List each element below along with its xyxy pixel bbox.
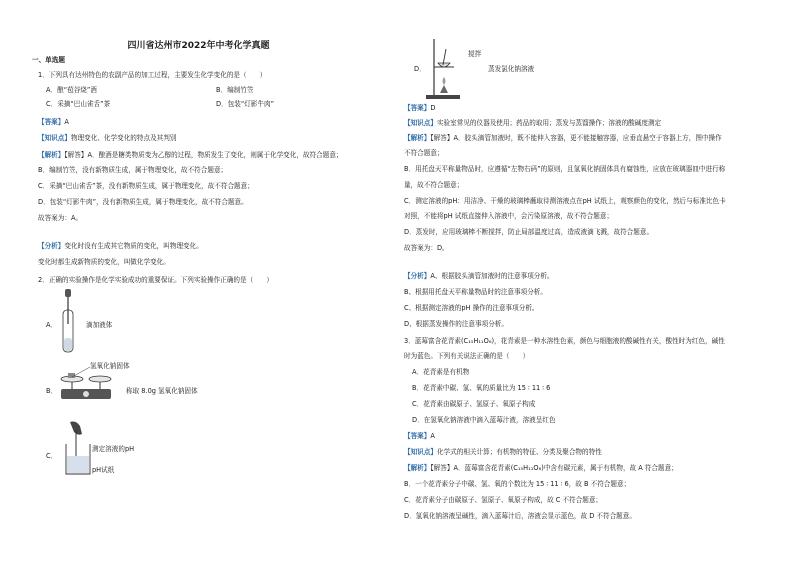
dropper-bulb [65, 289, 71, 297]
page-title: 四川省达州市2022年中考化学真题 [127, 41, 270, 51]
q2-analysis-4: D．蒸发时，应用玻璃棒不断搅拌，防止局部温度过高，造成液滴飞溅，故符合题意。 [404, 228, 654, 236]
q2-answer [404, 104, 435, 113]
q3-option-a: A．花青素是有机物 [412, 368, 470, 376]
answer-value: D [430, 104, 436, 112]
q2-option-b-label: B． [46, 387, 58, 395]
balance-scale-dial [83, 391, 89, 397]
answer-tag: 【答案】 [38, 118, 65, 126]
glass-rod [443, 49, 446, 65]
answer-tag: 【答案】 [404, 432, 431, 440]
q1-analysis-2: B．编制竹笠，没有新物质生成，属于物理变化，故不符合题意； [38, 166, 228, 174]
q1-analysis-4: D．包装“灯影牛肉”，没有新物质生成，属于物理变化，故不符合题意。 [38, 198, 248, 206]
q3-stem-2: 时为蓝色。下列有关说法正确的是（ ） [404, 352, 530, 360]
q2-option-d-caption: 蒸发氯化钠溶液 [488, 65, 535, 73]
q3-option-c: C．花青素由碳原子、氢原子、氧原子构成 [412, 400, 536, 408]
alcohol-lamp [440, 85, 448, 93]
q2-fenxi-b: B、根据用托盘天平称量物品时的注意事项分析。 [404, 288, 547, 296]
q2-option-a-label: A． [46, 321, 58, 329]
q2-analysis-2b: 量，故不符合题意； [404, 181, 464, 189]
q2-option-c-label: C． [46, 452, 58, 460]
q2-option-c-paper: pH试纸 [92, 466, 115, 474]
q2-analysis-1 [404, 134, 722, 143]
q1-option-c: C．采摘“巴山雀舌”茶 [46, 100, 111, 108]
evaporating-dish [438, 63, 450, 67]
analysis-text: 【解答】A．酿酒是糖类物质变为乙醇的过程，物质发生了变化，则属于化学变化，故符合题意； [64, 151, 343, 159]
point-tag: 【知识点】 [404, 448, 437, 456]
answer-tag: 【答案】 [404, 104, 431, 112]
q3-stem-1: 3．蓝莓富含花青素(C₁₅H₁₁O₆)，花青素是一种水溶性色素，颜色与细胞液的酸碱性有关，酸性时为红色，碱性 [404, 337, 725, 345]
q1-analysis-1 [38, 151, 343, 160]
point-text: 实验室常见的仪器及使用；药品的取用；蒸发与蒸馏操作；溶液的酸碱度测定 [436, 119, 662, 127]
q2-analysis-2: B．用托盘天平称量物品时，应遵循“左物右码”的原则，且氢氧化钠固体具有腐蚀性，应放在玻璃器皿中进行称 [404, 165, 726, 173]
q2-fenxi-c: C、根据测定溶液的pH 操作的注意事项分析。 [404, 304, 539, 312]
point-text: 物理变化、化学变化的特点及其判别 [70, 134, 177, 142]
analysis-text: 【解答】A．蓝莓富含花青素(C₁₅H₁₁O₆)中含有碳元素，属于有机物，故 A 符合题意； [430, 464, 678, 472]
point-tag: 【知识点】 [404, 119, 437, 127]
q2-option-c-caption: 测定溶液的pH [92, 445, 135, 453]
q2-option-b-reagent: 氢氧化钠固体 [90, 362, 130, 370]
beaker-solution [67, 456, 89, 473]
analysis-text: 【解答】A．胶头滴管加液时，既不能伸入容器，更不能接触容器，应垂直悬空于容器上方，图中操作 [430, 134, 722, 142]
q3-option-b: B．花青素中碳、氢、氧的质量比为 15 ∶ 11 ∶ 6 [412, 384, 551, 392]
analysis-tag: 【解析】 [38, 151, 65, 159]
answer-value: A [64, 118, 69, 126]
q2-stem: 2．正确的实验操作是化学实验成功的重要保证。下列实验操作正确的是（ ） [38, 276, 273, 284]
point-text: 化学式的相关计算；有机物的特征、分类及聚合物的特性 [436, 448, 602, 456]
iron-stand-base [426, 95, 460, 99]
q1-option-a: A．酿“苞谷烧”酒 [46, 86, 97, 94]
analysis-tag: 【解析】 [404, 464, 431, 472]
q3-analysis-3: C．花青素分子由碳原子、氢原子、氧原子构成，故 C 不符合题意； [404, 496, 603, 504]
fenxi-text: 变化时没有生成其它物质的变化，叫物理变化。 [64, 242, 203, 250]
q2-analysis-1b: 不符合题意； [404, 149, 444, 157]
fenxi-text: A、根据胶头滴管加液时的注意事项分析。 [430, 272, 554, 280]
q2-knowledge-point [404, 119, 661, 128]
q1-fenxi [38, 242, 203, 251]
q1-conclusion: 故答案为：A。 [38, 214, 83, 222]
section-heading: 一、单选题 [32, 56, 65, 64]
q1-analysis-3: C．采摘“巴山雀舌”茶，没有新物质生成，属于物理变化，故不符合题意； [38, 182, 254, 190]
q1-option-b: B．编制竹笠 [216, 86, 254, 94]
answer-value: A [430, 432, 435, 440]
q2-fenxi-tag-line [404, 272, 554, 281]
evaporation-figure [424, 37, 464, 101]
q2-option-a-caption: 滴加液体 [86, 321, 113, 329]
q3-answer [404, 432, 435, 441]
flame-icon [443, 77, 446, 85]
q2-fenxi-d: D、根据蒸发操作的注意事项分析。 [404, 320, 508, 328]
q1-stem: 1．下列具有达州特色的农副产品的加工过程，主要发生化学变化的是（ ） [38, 71, 267, 79]
q2-option-d-label: D． [414, 65, 426, 73]
test-tube-liquid [64, 338, 72, 351]
q1-fenxi-2: 变化时都生成新物质的变化，叫做化学变化。 [38, 258, 170, 266]
analysis-tag: 【解析】 [404, 134, 431, 142]
q2-conclusion: 故答案为：D。 [404, 244, 449, 252]
q1-knowledge-point [38, 134, 176, 143]
q2-analysis-3: C．测定溶液的pH：用洁净、干燥的玻璃棒蘸取待测溶液点在pH 试纸上，观察颜色的变化，然后与标准比色卡 [404, 197, 726, 205]
q2-analysis-3b: 对照，不能将pH 试纸直接伸入溶液中，会污染原溶液，故不符合题意； [404, 212, 614, 220]
q3-knowledge-point [404, 448, 602, 457]
q3-option-d: D．在氢氧化钠溶液中滴入蓝莓汁液，溶液呈红色 [412, 416, 556, 424]
q1-answer [38, 118, 69, 127]
fenxi-tag: 【分析】 [38, 242, 65, 250]
dropper-testtube-figure [56, 288, 80, 354]
q3-analysis-4: D．氢氧化钠溶液呈碱性，滴入蓝莓汁后，溶液会显示蓝色，故 D 不符合题意。 [404, 512, 636, 520]
fenxi-tag: 【分析】 [404, 272, 431, 280]
q3-analysis-2: B．一个花青素分子中碳、氢、氧的个数比为 15 ∶ 11 ∶ 6，故 B 不符合题意； [404, 480, 631, 488]
q2-option-d-stir: 搅拌 [468, 50, 482, 58]
q3-analysis-1 [404, 464, 678, 473]
point-tag: 【知识点】 [38, 134, 71, 142]
q1-option-d: D．包装“灯影牛肉” [216, 100, 275, 108]
q2-option-b-caption: 称取 8.0g 氢氧化钠固体 [126, 387, 198, 395]
